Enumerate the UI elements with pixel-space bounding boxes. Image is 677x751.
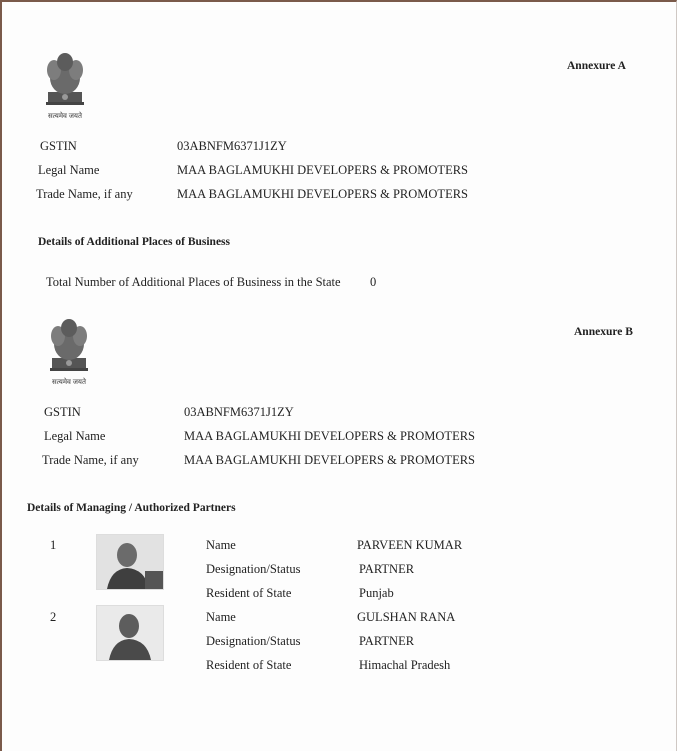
partner-designation-label: Designation/Status [206,634,301,648]
legal-name-value: MAA BAGLAMUKHI DEVELOPERS & PROMOTERS [184,429,475,443]
partner-state: Himachal Pradesh [359,658,451,672]
emblem-caption: सत्यमेव जयते [48,112,82,120]
partner-name: PARVEEN KUMAR [357,538,463,552]
partner-name-label: Name [206,610,236,624]
additional-places-heading: Details of Additional Places of Business [38,236,231,248]
total-places-label: Total Number of Additional Places of Business in the State [46,275,341,289]
trade-name-label: Trade Name, if any [42,453,139,467]
national-emblem-icon [44,314,94,386]
legal-name-label: Legal Name [44,429,106,443]
gstin-value: 03ABNFM6371J1ZY [177,139,287,153]
annexure-b-label: Annexure B [574,326,633,338]
trade-name-value: MAA BAGLAMUKHI DEVELOPERS & PROMOTERS [177,187,468,201]
gstin-label: GSTIN [40,139,77,153]
partner-state-label: Resident of State [206,586,292,600]
legal-name-value: MAA BAGLAMUKHI DEVELOPERS & PROMOTERS [177,163,468,177]
partner-photo [96,534,164,590]
annexure-a-label: Annexure A [567,60,626,72]
legal-name-label: Legal Name [38,163,100,177]
partner-name-label: Name [206,538,236,552]
gstin-value: 03ABNFM6371J1ZY [184,405,294,419]
partner-designation: PARTNER [359,562,415,576]
partner-designation: PARTNER [359,634,415,648]
partner-designation-label: Designation/Status [206,562,301,576]
partner-state-label: Resident of State [206,658,292,672]
partner-index: 2 [50,610,57,624]
partner-index: 1 [50,538,57,552]
emblem-caption: सत्यमेव जयते [52,378,86,386]
partner-photo [96,605,164,661]
trade-name-label: Trade Name, if any [36,187,133,201]
national-emblem-icon [40,48,90,120]
total-places-value: 0 [370,275,377,289]
partner-state: Punjab [359,586,394,600]
partner-name: GULSHAN RANA [357,610,456,624]
trade-name-value: MAA BAGLAMUKHI DEVELOPERS & PROMOTERS [184,453,475,467]
gstin-label: GSTIN [44,405,81,419]
partners-heading: Details of Managing / Authorized Partners [27,502,236,514]
